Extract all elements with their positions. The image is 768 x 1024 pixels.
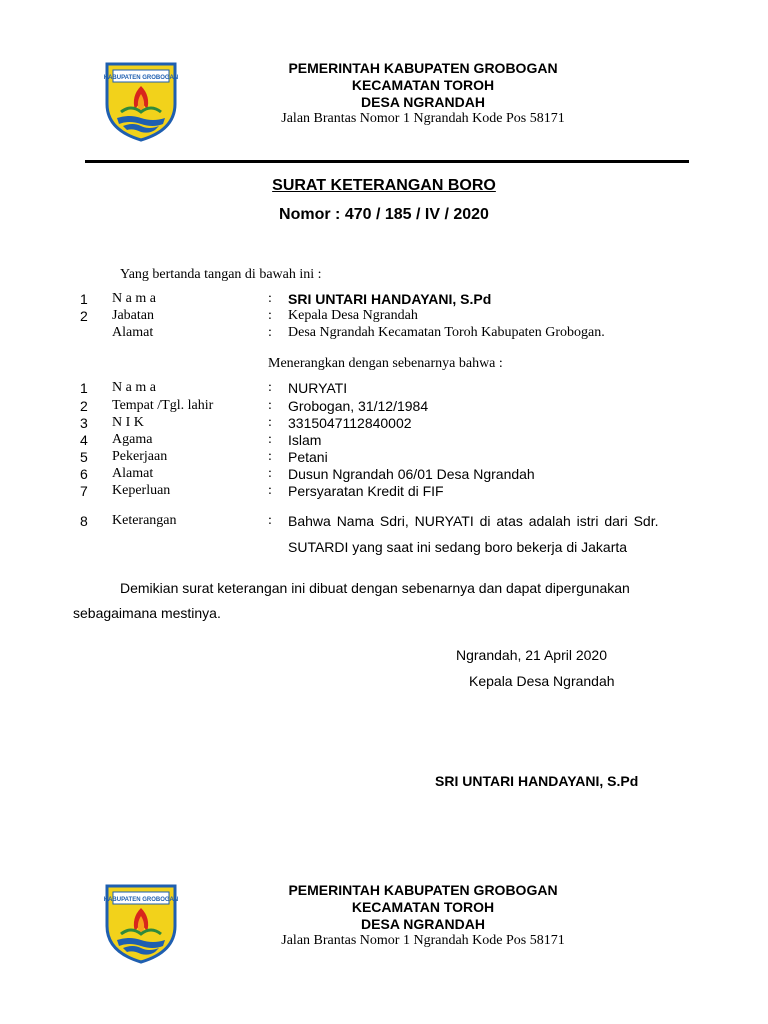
row-colon: :: [268, 513, 272, 528]
row-number: 2: [80, 308, 88, 324]
letterhead-page-2: [0, 882, 768, 982]
row-colon: :: [268, 432, 272, 447]
letter-number: Nomor : 470 / 185 / IV / 2020: [279, 206, 489, 223]
note-line-1: Bahwa Nama Sdri, NURYATI di atas adalah istri dari Sdr.: [288, 513, 659, 529]
row-label: Jabatan: [112, 308, 154, 323]
emblem-text: KABUPATEN GROBOGAN: [103, 75, 179, 81]
closing-line-1: Demikian surat keterangan ini dibuat dengan sebenarnya dan dapat dipergunakan: [120, 580, 630, 596]
subject-row-occupation: [0, 449, 768, 467]
signer-name: SRI UNTARI HANDAYANI, S.Pd: [435, 773, 639, 789]
row-value: SRI UNTARI HANDAYANI, S.Pd: [288, 291, 492, 307]
subject-row-purpose: [0, 483, 768, 501]
row-colon: :: [268, 415, 272, 430]
row-colon: :: [268, 466, 272, 481]
row-number: 1: [80, 380, 88, 396]
signer-row-name: [0, 291, 768, 309]
signer-row-address: [0, 325, 768, 343]
row-value: Dusun Ngrandah 06/01 Desa Ngrandah: [288, 466, 535, 482]
subject-row-nik: [0, 415, 768, 433]
row-value: Petani: [288, 449, 328, 465]
letterhead: [0, 60, 768, 160]
declare-text: Menerangkan dengan sebenarnya bahwa :: [268, 356, 503, 371]
row-label: Alamat: [112, 466, 154, 481]
header-district: KECAMATAN TOROH: [351, 77, 495, 93]
row-label: N a m a: [112, 380, 156, 395]
note-line-2: SUTARDI yang saat ini sedang boro bekerja di Jakarta: [288, 539, 628, 555]
row-label: Pekerjaan: [112, 449, 168, 464]
closing-line-2: sebagaimana mestinya.: [73, 605, 221, 621]
row-colon: :: [268, 449, 272, 464]
subject-row-religion: [0, 432, 768, 450]
header-village: DESA NGRANDAH: [361, 916, 485, 932]
header-government: PEMERINTAH KABUPATEN GROBOGAN: [288, 882, 558, 898]
row-number: 6: [80, 466, 88, 482]
header-village: DESA NGRANDAH: [361, 94, 485, 110]
subject-row-address: [0, 466, 768, 484]
row-label: Keperluan: [112, 483, 171, 498]
header-government: PEMERINTAH KABUPATEN GROBOGAN: [288, 60, 558, 76]
row-number: 5: [80, 449, 88, 465]
row-label: Keterangan: [112, 513, 177, 528]
grobogan-emblem-icon: [103, 60, 179, 142]
row-value: Islam: [288, 432, 322, 448]
row-label: N a m a: [112, 291, 156, 306]
row-value: Grobogan, 31/12/1984: [288, 398, 429, 414]
row-value: Persyaratan Kredit di FIF: [288, 483, 444, 499]
row-colon: :: [268, 380, 272, 395]
header-district: KECAMATAN TOROH: [351, 899, 495, 915]
signer-position: Kepala Desa Ngrandah: [469, 673, 615, 689]
row-number: 3: [80, 415, 88, 431]
letter-title: SURAT KETERANGAN BORO: [272, 177, 496, 194]
emblem-text: KABUPATEN GROBOGAN: [103, 897, 179, 903]
row-number: 2: [80, 398, 88, 414]
row-value: Desa Ngrandah Kecamatan Toroh Kabupaten Grobogan.: [288, 325, 605, 340]
note-row: [0, 513, 768, 531]
row-label: Agama: [112, 432, 153, 447]
row-colon: :: [268, 308, 272, 323]
row-number: 1: [80, 291, 88, 307]
row-value: NURYATI: [288, 380, 348, 396]
header-address: Jalan Brantas Nomor 1 Ngrandah Kode Pos 58171: [281, 933, 565, 948]
row-value: 3315047112840002: [288, 415, 412, 431]
row-number: 8: [80, 513, 88, 529]
row-number: 7: [80, 483, 88, 499]
row-colon: :: [268, 325, 272, 340]
row-value: Kepala Desa Ngrandah: [288, 308, 418, 323]
row-label: Tempat /Tgl. lahir: [112, 398, 214, 413]
header-divider: [85, 160, 689, 163]
row-label: N I K: [112, 415, 144, 430]
row-colon: :: [268, 483, 272, 498]
header-address: Jalan Brantas Nomor 1 Ngrandah Kode Pos 58171: [281, 111, 565, 126]
row-number: 4: [80, 432, 88, 448]
subject-row-birth: [0, 398, 768, 416]
row-colon: :: [268, 291, 272, 306]
row-label: Alamat: [112, 325, 154, 340]
grobogan-emblem-icon: [103, 882, 179, 964]
subject-row-name: [0, 380, 768, 398]
row-colon: :: [268, 398, 272, 413]
signer-row-position: [0, 308, 768, 326]
intro-text: Yang bertanda tangan di bawah ini :: [120, 267, 322, 282]
place-date: Ngrandah, 21 April 2020: [456, 647, 607, 663]
